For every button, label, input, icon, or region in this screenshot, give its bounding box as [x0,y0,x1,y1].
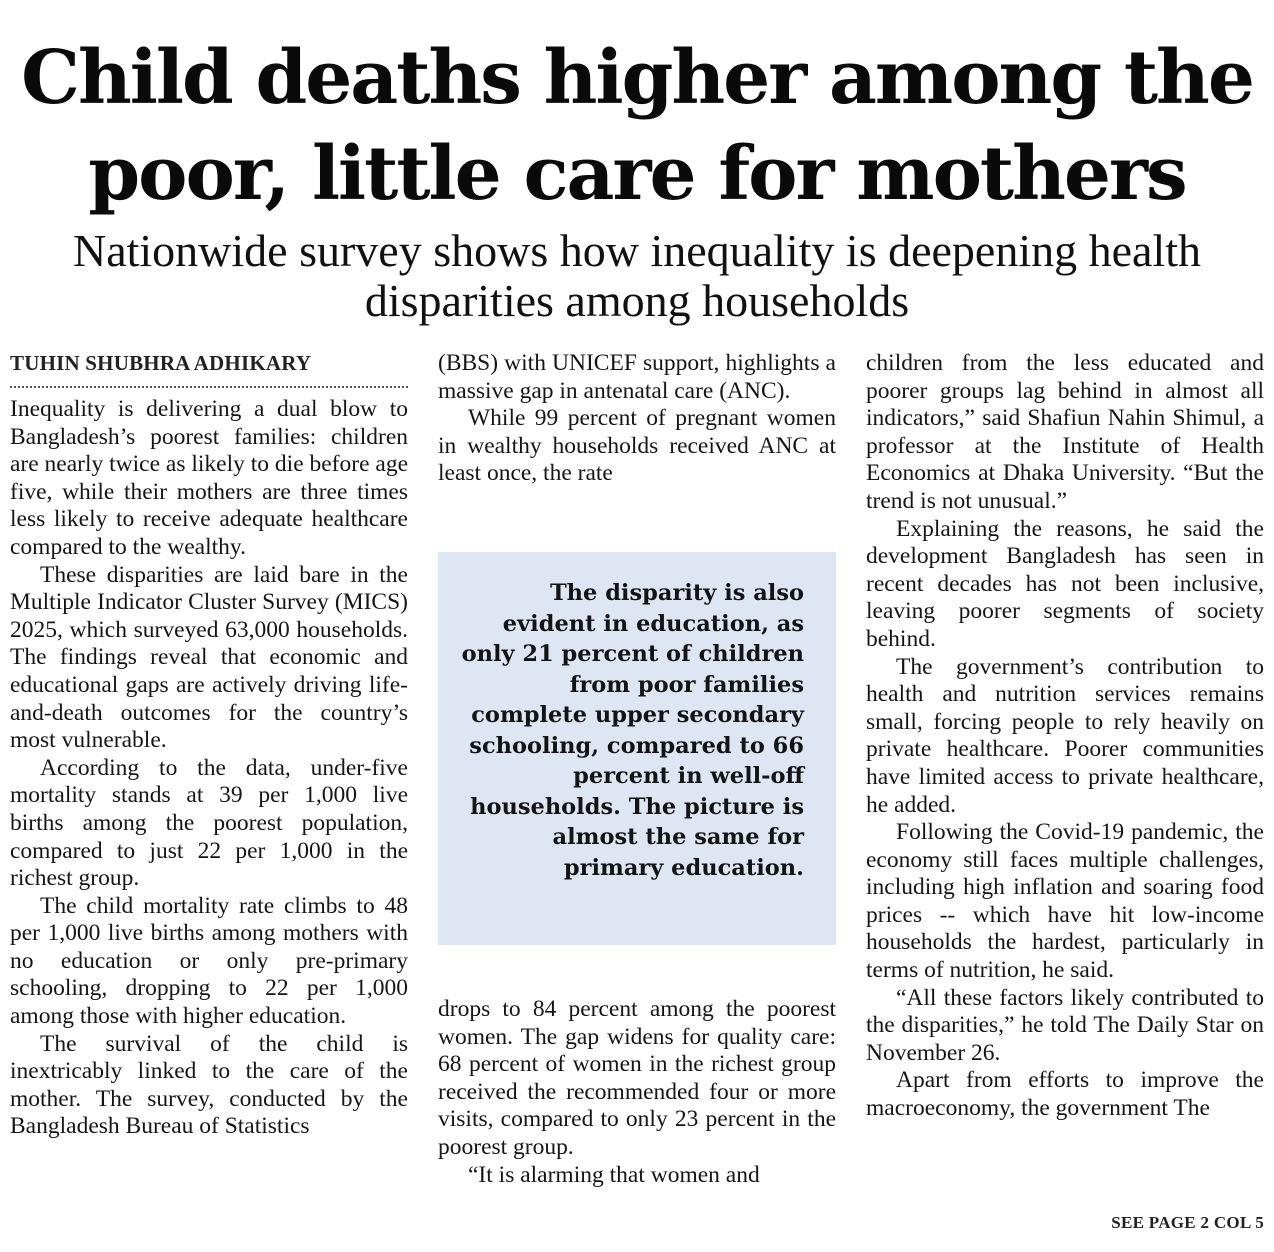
pull-quote-text: The disparity is also evident in education, as only 21 percent of children from poor families complete upper secondary schooling, compared to 66 percent in well-off households. The picture is almost the same for primary education. [461,580,804,881]
byline: TUHIN SHUBHRA ADHIKARY [10,350,408,388]
paragraph: “All these factors likely contributed to the disparities,” he told The Daily Star on November 26. [866,984,1264,1066]
paragraph: The government’s contribution to health and nutrition services remains small, forcing people to rely heavily on private healthcare. Poorer communities have limited access to private healthcare, he added. [866,653,1264,818]
paragraph: drops to 84 percent among the poorest women. The gap widens for quality care: 68 percent of women in the richest group received the recommended four or more visits, compared to only 23 percent in the poorest group. [438,996,836,1160]
paragraph: (BBS) with UNICEF support, highlights a massive gap in antenatal care (ANC). [438,350,836,404]
paragraph: Apart from efforts to improve the macroeconomy, the government The [866,1067,1264,1122]
paragraph: “It is alarming that women and [468,1161,760,1188]
subheadline: Nationwide survey shows how inequality is deepening health disparities among households [72,225,1202,326]
paragraph: The child mortality rate climbs to 48 per 1,000 live births among mothers with no education or only pre-primary schooling, dropping to 22 per 1,000 among those with higher education. [10,892,408,1030]
paragraph: Explaining the reasons, he said the development Bangladesh has seen in recent decades has not been inclusive, leaving poorer segments of society behind. [866,515,1264,652]
paragraph: Following the Covid-19 pandemic, the economy still faces multiple challenges, including high inflation and soaring food prices -- which have hit low-income households the hardest, particularly in terms of nutrition, he said. [866,819,1264,984]
paragraph: children from the less educated and poorer groups lag behind in almost all indicators,” said Shafiun Nahin Shimul, a professor at the Institute of Health Economics at Dhaka University. “But the trend is not unusual.” [866,350,1264,514]
article-column-2-top [438,350,836,488]
paragraph: Inequality is delivering a dual blow to Bangladesh’s poorest families: children are nearly twice as likely to die before age five, while their mothers are three times less likely to receive adequate healthcare compared to the wealthy. [10,396,408,560]
paragraph: These disparities are laid bare in the Multiple Indicator Cluster Survey (MICS) 2025, which surveyed 63,000 households. The findings reveal that economic and educational gaps are actively driving life-and-death outcomes for the country’s most vulnerable. [10,561,408,754]
continued-jump-line[interactable]: SEE PAGE 2 COL 5 [1111,1213,1264,1232]
article-column-2-bottom [438,996,836,1189]
article-column-3 [866,350,1264,1123]
article-column-1 [10,350,408,1141]
pull-quote-box [438,552,836,945]
paragraph: While 99 percent of pregnant women in wealthy households received ANC at least once, the rate [438,405,836,487]
headline: Child deaths higher among the poor, little care for mothers [21,35,1253,217]
paragraph: The survival of the child is inextricably linked to the care of the mother. The survey, conducted by the Bangladesh Bureau of Statistics [10,1030,408,1140]
paragraph: According to the data, under-five mortality stands at 39 per 1,000 live births among the poorest population, compared to just 22 per 1,000 in the richest group. [10,754,408,892]
